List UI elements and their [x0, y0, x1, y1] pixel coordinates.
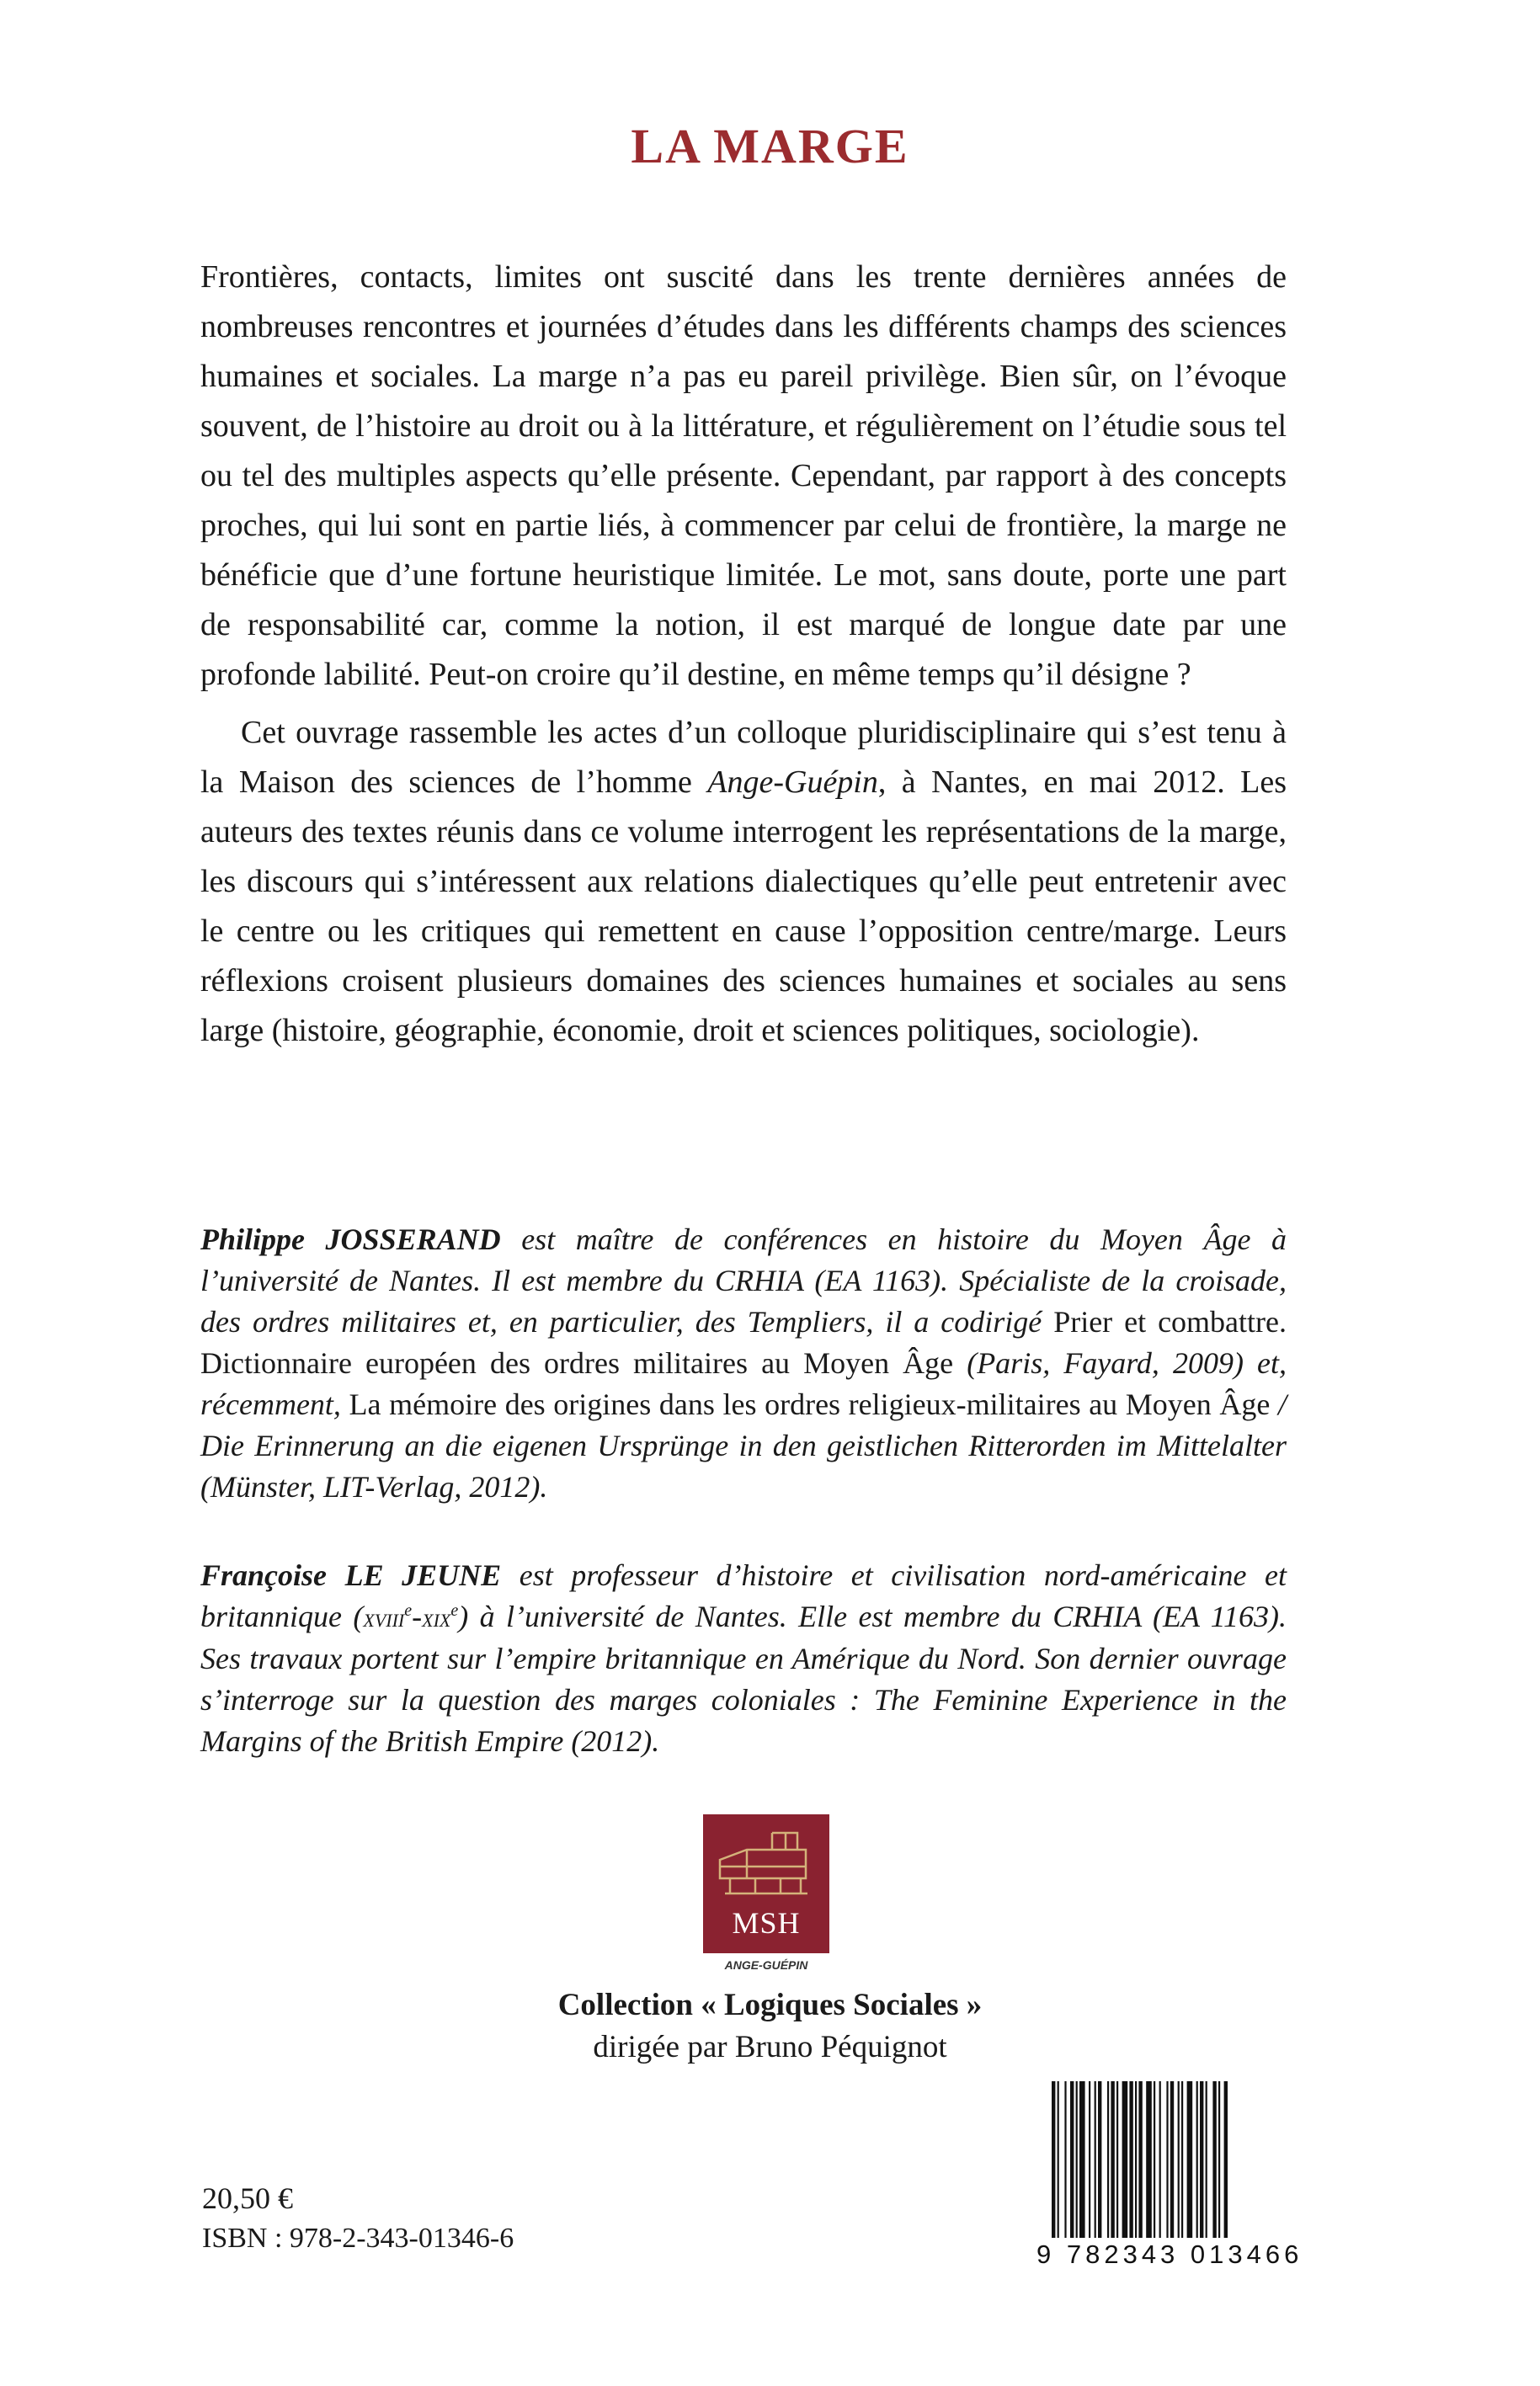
author-bio-josserand: Philippe JOSSERAND est maître de conférences en histoire du Moyen Âge à l’université de Nantes. Il est membre du CRHIA (EA 1163). Spécialiste de la croisade, des ordres militaires et, en particulier, des Templiers, il a codirigé Prier et combattre. Dictionnaire européen des ordres militaires au Moyen Âge (Paris, Fayard, 2009) et, récemment, La mémoire des origines dans les ordres religieux-militaires au Moyen Âge / Die Erinnerung an die eigenen Ursprünge in den geistlichen Ritterorden im Mittelalter (Münster, LIT-Verlag, 2012). [200, 1222, 1287, 1504]
barcode-bar [1079, 2081, 1085, 2238]
barcode-bar [1138, 2081, 1142, 2238]
summary-paragraph-1: Frontières, contacts, limites ont suscité dans les trente dernières années de nombreuses rencontres et journées d’études dans les différents champs des sciences humaines et sociales. La marge n’a pas eu pareil privilège. Bien sûr, on l’évoque souvent, de l’histoire au droit ou à la littérature, et régulièrement on l’étudie sous tel ou tel des multiples aspects qu’elle présente. Cependant, par rapport à des concepts proches, qui lui sont en partie liés, à commencer par celui de frontière, la marge ne bénéficie que d’une fortune heuristique limitée. Le mot, sans doute, porte une part de responsabilité car, comme la notion, il est marqué de longue date par une profonde labilité. Peut-on croire qu’il destine, en même temps qu’il désigne ? [200, 259, 1287, 692]
barcode-bar [1200, 2081, 1203, 2238]
barcode-bar [1098, 2081, 1101, 2238]
author-bio-le-jeune: Françoise LE JEUNE est professeur d’histoire et civilisation nord-américaine et britannique (xviii$^e$-xix$^e$) à l’université de Nantes. Elle est membre du CRHIA (EA 1163). Ses travaux portent sur l’empire britannique en Amérique du Nord. Son dernier ouvrage s’interroge sur la question des marges coloniales : The Feminine Experience in the Margins of the British Empire (2012). [200, 1558, 1287, 1758]
barcode-bar [1129, 2081, 1132, 2238]
barcode-bar [1212, 2081, 1216, 2238]
barcode-bar [1178, 2081, 1180, 2238]
barcode-bar [1196, 2081, 1198, 2238]
barcode-bar [1187, 2081, 1193, 2238]
book-title-ref: Prier et combattre. Dictionnaire européen des ordres militaires au Moyen Âge [200, 1305, 1287, 1380]
barcode-bar [1135, 2081, 1137, 2238]
barcode-bar [1052, 2081, 1055, 2238]
barcode-bar [1089, 2081, 1090, 2238]
author-name: Philippe JOSSERAND [200, 1222, 501, 1256]
barcode [1030, 2071, 1308, 2277]
barcode-bar [1076, 2081, 1078, 2238]
barcode-bar [1146, 2081, 1152, 2238]
book-summary [200, 253, 1287, 1056]
logo-subtitle: ANGE-GUÉPIN [724, 1958, 808, 1972]
barcode-bar [1111, 2081, 1114, 2238]
barcode-bar [1095, 2081, 1096, 2238]
logo-text: MSH [732, 1906, 801, 1940]
barcode-icon [1050, 2081, 1294, 2238]
barcode-bar [1122, 2081, 1128, 2238]
isbn: ISBN : 978-2-343-01346-6 [202, 2223, 514, 2254]
barcode-bar [1064, 2081, 1066, 2238]
barcode-bar [1218, 2081, 1220, 2238]
price: 20,50 € [202, 2181, 293, 2215]
author-name: Françoise LE JEUNE [200, 1558, 502, 1592]
barcode-bar [1154, 2081, 1155, 2238]
barcode-bar [1070, 2081, 1074, 2238]
summary-paragraph-2: Cet ouvrage rassemble les actes d’un colloque pluridisciplinaire qui s’est tenu à la Maison des sciences de l’homme Ange-Guépin, à Nantes, en mai 2012. Les auteurs des textes réunis dans ce volume interrogent les représentations de la marge, les discours qui s’intéressent aux relations dialectiques qu’elle peut entretenir avec le centre ou les critiques qui remettent en cause l’opposition centre/marge. Leurs réflexions croisent plusieurs domaines des sciences humaines et sociales au sens large (histoire, géographie, économie, droit et sciences politiques, sociologie). [200, 715, 1287, 1048]
barcode-bar [1116, 2081, 1118, 2238]
barcode-bar [1170, 2081, 1174, 2238]
collection-name: Collection « Logiques Sociales » [557, 1988, 983, 2022]
barcode-bar [1206, 2081, 1207, 2238]
collection-director: dirigée par Bruno Péquignot [593, 2030, 947, 2064]
barcode-bar [1107, 2081, 1109, 2238]
barcode-number: 9 782343 013466 [1036, 2240, 1303, 2269]
barcode-bar [1224, 2081, 1228, 2238]
book-title: LA MARGE [631, 119, 909, 173]
barcode-bar [1159, 2081, 1161, 2238]
barcode-bar [1058, 2081, 1059, 2238]
barcode-bar [1181, 2081, 1183, 2238]
building-drawing-icon [713, 1826, 819, 1900]
book-title-ref: La mémoire des origines dans les ordres religieux-militaires au Moyen Âge [349, 1387, 1271, 1421]
barcode-bar [1166, 2081, 1168, 2238]
msh-logo [703, 1814, 829, 1953]
